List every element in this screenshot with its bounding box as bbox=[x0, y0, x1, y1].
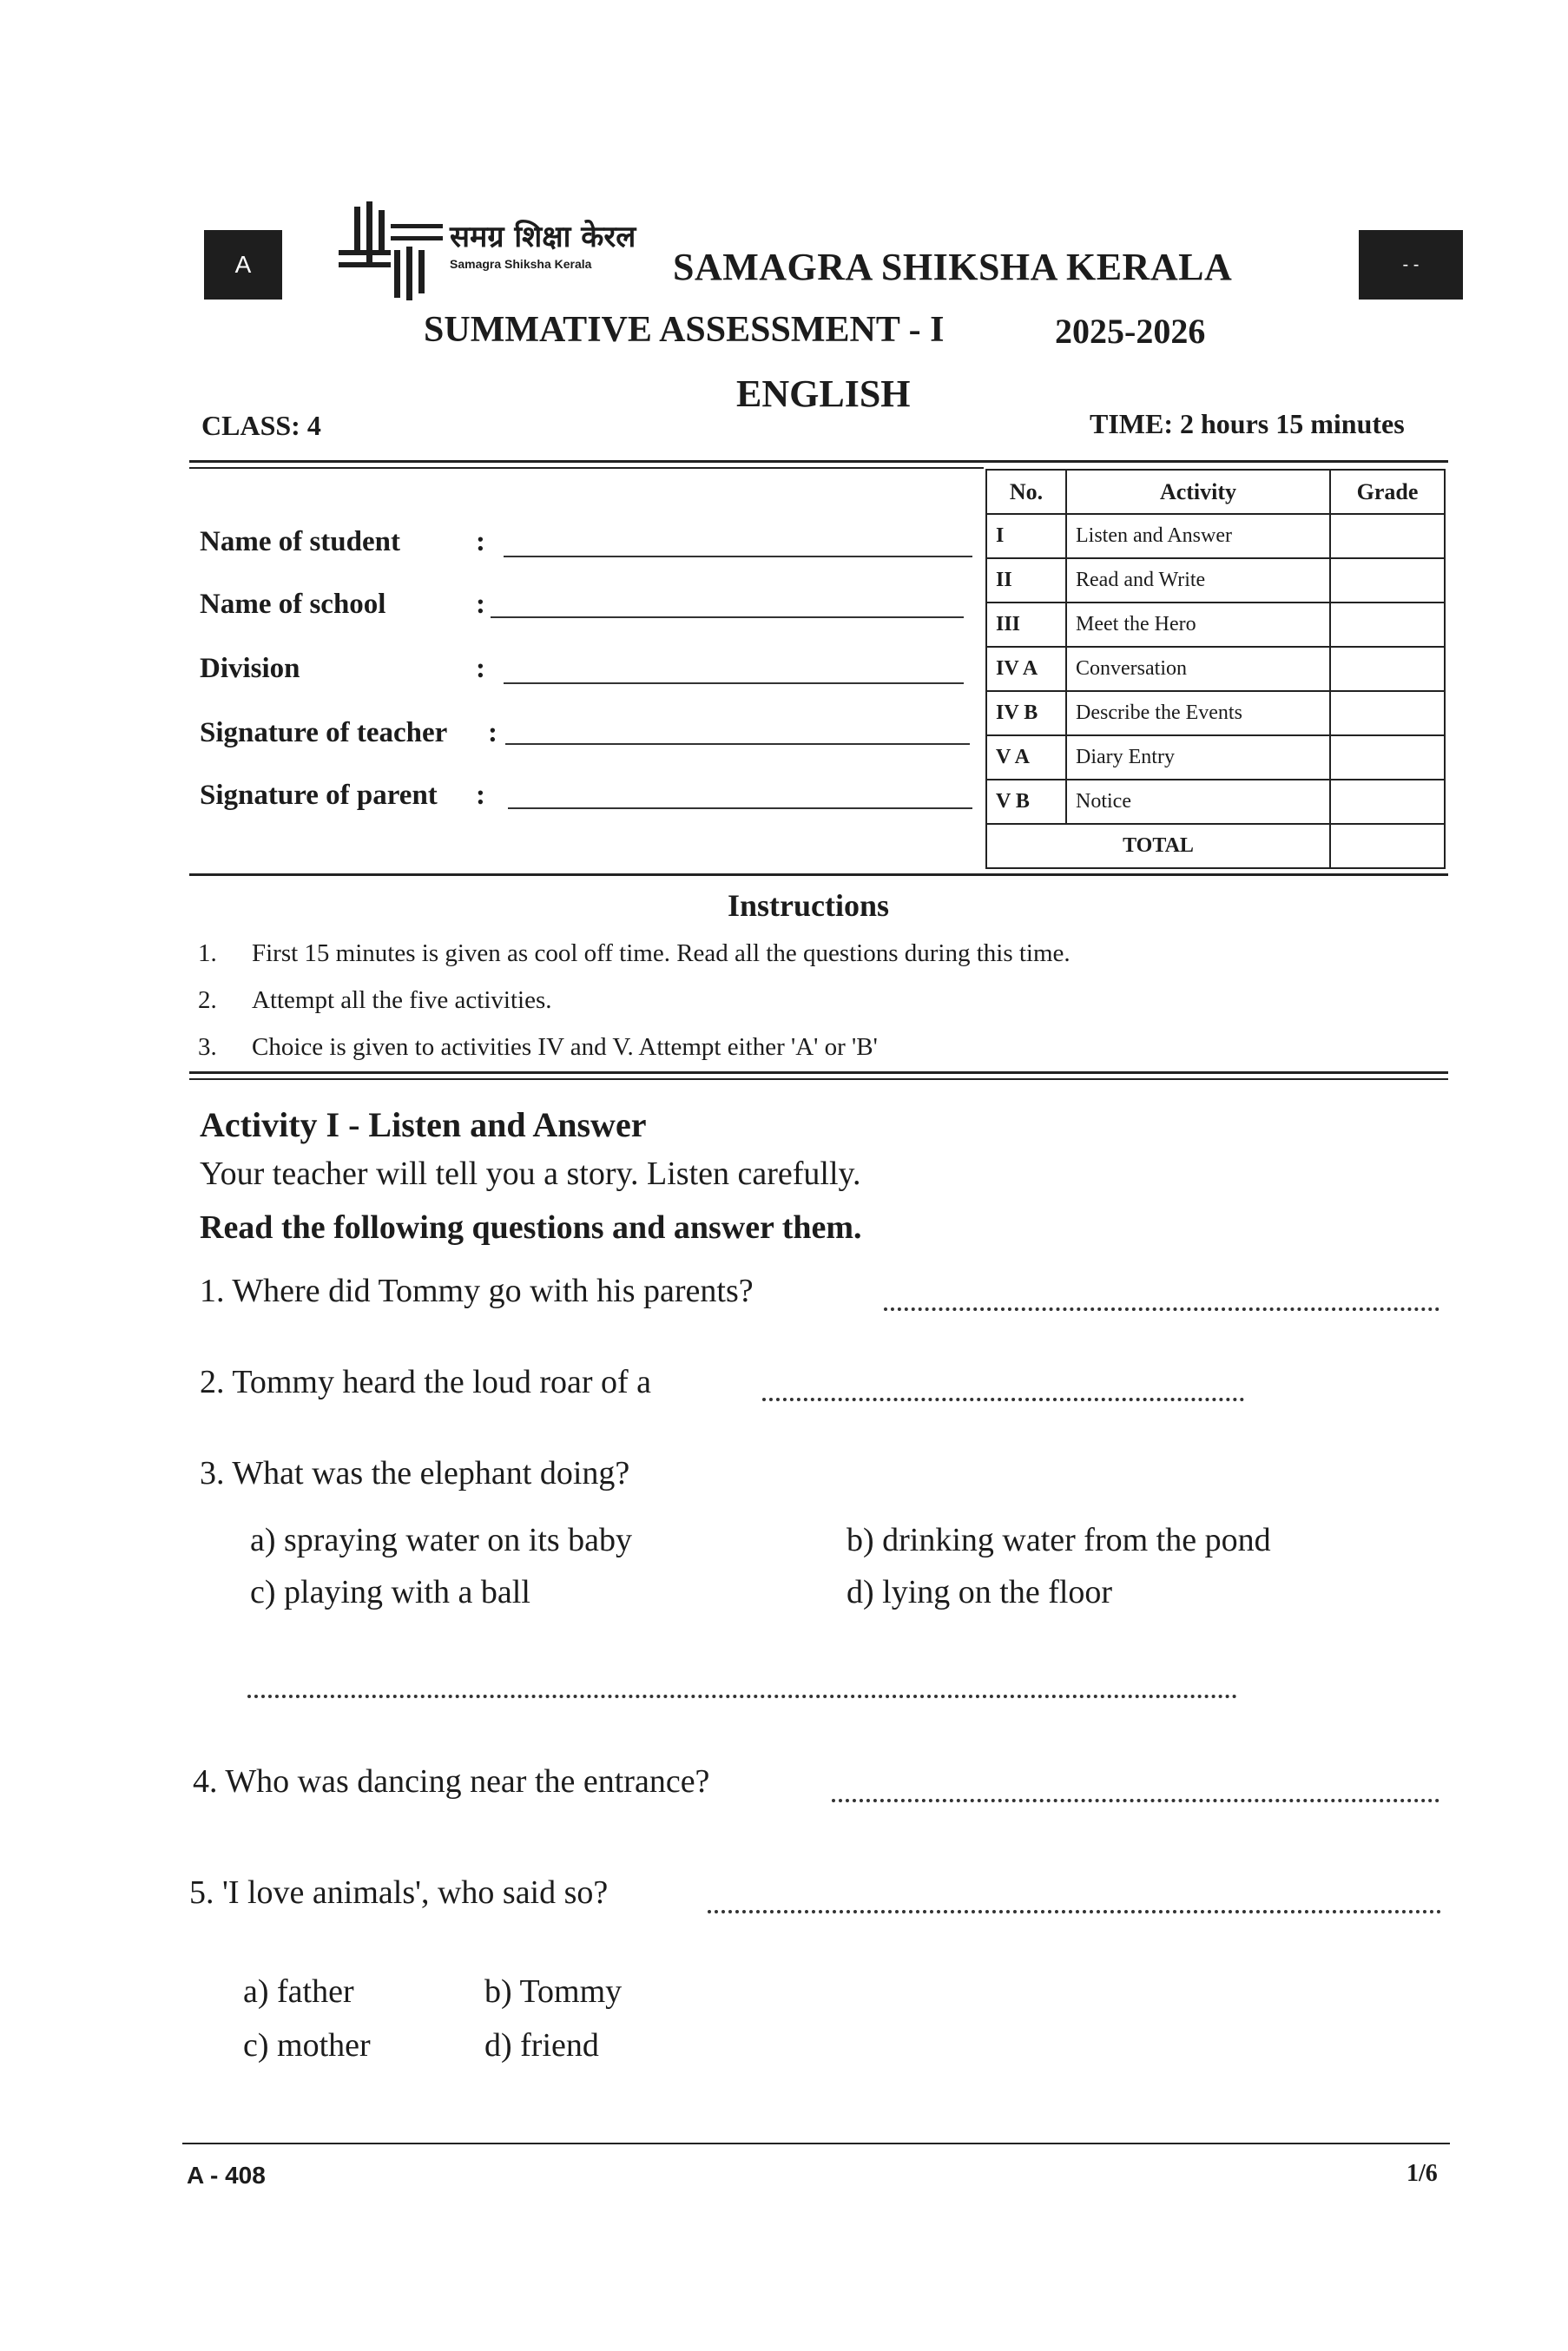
row-activity: Meet the Hero bbox=[1066, 603, 1330, 647]
question-3: 3. What was the elephant doing? bbox=[200, 1455, 630, 1492]
header-activity: Activity bbox=[1066, 470, 1330, 514]
total-label: TOTAL bbox=[986, 824, 1330, 868]
instructions-rule bbox=[189, 1071, 1448, 1074]
row-grade[interactable] bbox=[1330, 603, 1445, 647]
field-division-colon: : bbox=[476, 653, 485, 684]
option-5a[interactable]: a) father bbox=[243, 1973, 354, 2010]
field-student-name-colon: : bbox=[476, 526, 485, 557]
field-parent-signature-colon: : bbox=[476, 780, 485, 811]
samagra-logo-icon bbox=[339, 198, 443, 302]
option-3b[interactable]: b) drinking water from the pond bbox=[847, 1522, 1271, 1558]
table-row bbox=[986, 780, 1445, 824]
time-label: TIME: 2 hours 15 minutes bbox=[1090, 408, 1405, 439]
paper-code: A - 408 bbox=[187, 2162, 266, 2189]
set-code: A bbox=[234, 251, 252, 278]
row-no: V B bbox=[986, 780, 1066, 824]
row-activity: Read and Write bbox=[1066, 558, 1330, 603]
row-grade[interactable] bbox=[1330, 558, 1445, 603]
row-activity: Describe the Events bbox=[1066, 691, 1330, 735]
table-row bbox=[986, 691, 1445, 735]
row-grade[interactable] bbox=[1330, 691, 1445, 735]
answer-line-2[interactable] bbox=[762, 1398, 1244, 1401]
row-activity: Conversation bbox=[1066, 647, 1330, 691]
activity-grade-table bbox=[985, 469, 1446, 869]
answer-line-4[interactable] bbox=[832, 1799, 1440, 1802]
row-grade[interactable] bbox=[1330, 735, 1445, 780]
field-division-label: Division bbox=[200, 653, 300, 684]
answer-line-3[interactable] bbox=[247, 1695, 1237, 1698]
option-3d[interactable]: d) lying on the floor bbox=[847, 1574, 1113, 1610]
table-row bbox=[986, 647, 1445, 691]
class-label: CLASS: 4 bbox=[201, 410, 321, 441]
instructions-title: Instructions bbox=[728, 888, 890, 923]
table-bottom-rule bbox=[189, 873, 1448, 876]
instruction-item: 1. First 15 minutes is given as cool off time. Read all the questions during this time. bbox=[198, 939, 1071, 967]
instructions-rule-2 bbox=[189, 1078, 1448, 1080]
table-row bbox=[986, 603, 1445, 647]
exam-year: 2025-2026 bbox=[1055, 312, 1206, 351]
option-3a[interactable]: a) spraying water on its baby bbox=[250, 1522, 633, 1558]
row-no: IV B bbox=[986, 691, 1066, 735]
header-no: No. bbox=[986, 470, 1066, 514]
field-parent-signature-label: Signature of parent bbox=[200, 780, 438, 811]
option-5c[interactable]: c) mother bbox=[243, 2027, 371, 2064]
total-grade[interactable] bbox=[1330, 824, 1445, 868]
set-code-box bbox=[204, 230, 282, 300]
row-no: IV A bbox=[986, 647, 1066, 691]
instruction-item: 2. Attempt all the five activities. bbox=[198, 986, 552, 1014]
field-parent-signature-line[interactable] bbox=[508, 807, 972, 809]
option-5d[interactable]: d) friend bbox=[484, 2027, 599, 2064]
row-grade[interactable] bbox=[1330, 647, 1445, 691]
exam-title: SUMMATIVE ASSESSMENT - I bbox=[424, 310, 945, 350]
row-grade[interactable] bbox=[1330, 780, 1445, 824]
table-total-row bbox=[986, 824, 1445, 868]
question-1: 1. Where did Tommy go with his parents? bbox=[200, 1273, 754, 1309]
page-number: 1/6 bbox=[1407, 2160, 1438, 2187]
row-grade[interactable] bbox=[1330, 514, 1445, 558]
field-school-name-label: Name of school bbox=[200, 589, 386, 620]
activity-title: Activity I - Listen and Answer bbox=[200, 1105, 647, 1144]
answer-line-5[interactable] bbox=[708, 1910, 1441, 1913]
table-row bbox=[986, 514, 1445, 558]
field-division-line[interactable] bbox=[504, 682, 964, 684]
table-header-row bbox=[986, 470, 1445, 514]
option-5b[interactable]: b) Tommy bbox=[484, 1973, 623, 2010]
instruction-item: 3. Choice is given to activities IV and V. Attempt either 'A' or 'B' bbox=[198, 1033, 878, 1061]
table-row bbox=[986, 558, 1445, 603]
row-no: V A bbox=[986, 735, 1066, 780]
answer-line-1[interactable] bbox=[884, 1307, 1440, 1311]
field-student-name-line[interactable] bbox=[504, 556, 972, 557]
logo-caption: समग्र शिक्षा केरल bbox=[450, 220, 636, 254]
question-4: 4. Who was dancing near the entrance? bbox=[193, 1763, 710, 1800]
activity-instruction: Read the following questions and answer them. bbox=[200, 1209, 862, 1246]
field-student-name-label: Name of student bbox=[200, 526, 400, 557]
row-activity: Listen and Answer bbox=[1066, 514, 1330, 558]
activity-intro: Your teacher will tell you a story. Listen carefully. bbox=[200, 1156, 861, 1192]
table-row bbox=[986, 735, 1445, 780]
row-activity: Notice bbox=[1066, 780, 1330, 824]
header-rule-inner bbox=[189, 467, 984, 469]
org-name: SAMAGRA SHIKSHA KERALA bbox=[673, 246, 1233, 288]
logo-subcaption: Samagra Shiksha Kerala bbox=[450, 257, 592, 271]
option-3c[interactable]: c) playing with a ball bbox=[250, 1574, 530, 1610]
field-teacher-signature-colon: : bbox=[488, 717, 497, 748]
footer-rule bbox=[182, 2143, 1450, 2144]
question-5: 5. 'I love animals', who said so? bbox=[189, 1874, 609, 1911]
header-rule bbox=[189, 460, 1448, 463]
right-code: - - bbox=[1402, 254, 1420, 274]
right-code-box bbox=[1359, 230, 1463, 300]
row-activity: Diary Entry bbox=[1066, 735, 1330, 780]
question-2: 2. Tommy heard the loud roar of a bbox=[200, 1364, 652, 1400]
field-school-name-line[interactable] bbox=[491, 616, 964, 618]
row-no: I bbox=[986, 514, 1066, 558]
field-teacher-signature-line[interactable] bbox=[505, 743, 970, 745]
subject-title: ENGLISH bbox=[736, 372, 911, 415]
field-school-name-colon: : bbox=[476, 589, 485, 620]
row-no: III bbox=[986, 603, 1066, 647]
row-no: II bbox=[986, 558, 1066, 603]
field-teacher-signature-label: Signature of teacher bbox=[200, 717, 448, 748]
logo bbox=[339, 198, 651, 302]
header-grade: Grade bbox=[1330, 470, 1445, 514]
